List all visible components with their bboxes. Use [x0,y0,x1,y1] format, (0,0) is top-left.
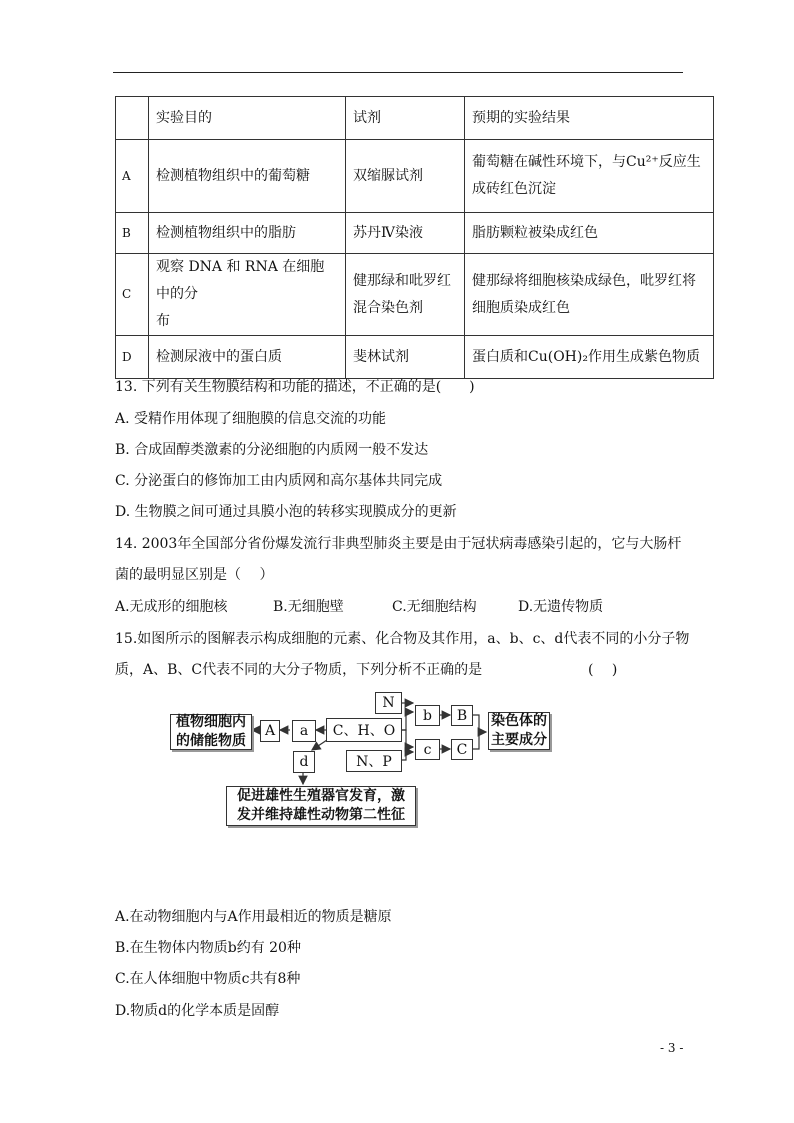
bracket-B-C [473,715,479,749]
q14-option-b: B.无细胞壁 [273,599,344,615]
row-reagent: 斐林试剂 [346,336,465,379]
q15-option-b: B.在生物体内物质b约有 20种 [115,940,301,956]
q15-option-d: D.物质d的化学本质是固醇 [115,1003,280,1019]
element-compound-diagram [170,688,560,833]
node-A: A [260,720,280,742]
q13-option-b: B. 合成固醇类激素的分泌细胞的内质网一般不发达 [115,442,429,458]
row-reagent: 双缩脲试剂 [346,140,465,213]
row-result-line: 健那绿将细胞核染成绿色，吡罗红将 [472,272,696,289]
row-reagent-line: 混合染色剂 [353,299,423,316]
q13-stem: 13. 下列有关生物膜结构和功能的描述，不正确的是( ) [115,379,475,395]
row-reagent-line: 健那绿和吡罗红 [353,272,451,289]
experiment-table [115,96,714,379]
row-result: 脂肪颗粒被染成红色 [465,213,714,254]
row-reagent [346,254,465,336]
header-cell-option [116,97,149,140]
q13-option-d: D. 生物膜之间可通过具膜小泡的转移实现膜成分的更新 [115,504,457,520]
row-purpose: 检测植物组织中的脂肪 [149,213,346,254]
header-rule [113,72,683,73]
q14-option-a: A.无成形的细胞核 [115,599,228,615]
chromosome-line: 主要成分 [491,732,547,748]
table-row [116,254,714,336]
header-cell-purpose: 实验目的 [149,97,346,140]
row-result [465,140,714,213]
q14-stem-line2: 菌的最明显区别是（ ） [115,567,274,583]
page-number: - 3 - [660,1041,684,1055]
row-purpose-line: 布 [156,313,170,329]
header-cell-result: 预期的实验结果 [465,97,714,140]
plant-storage-box [170,714,252,750]
q14-option-d: D.无遗传物质 [518,599,604,615]
q15-option-c: C.在人体细胞中物质c共有8种 [115,971,301,987]
node-b: b [415,705,440,726]
row-purpose-line: 观察 DNA 和 RNA 在细胞中的分 [156,259,325,302]
q15-answer-bracket: ( ) [588,662,618,678]
table-row [116,213,714,254]
plant-storage-line: 植物细胞内 [176,714,246,730]
row-result [465,254,714,336]
row-purpose: 检测植物组织中的葡萄糖 [149,140,346,213]
q15-stem-line2: 质，A、B、C代表不同的大分子物质，下列分析不正确的是 [115,662,483,678]
node-np: N、P [346,750,402,772]
q13-option-c: C. 分泌蛋白的修饰加工由内质网和高尔基体共同完成 [115,473,443,489]
chromosome-box [488,712,550,750]
plant-storage-line: 的储能物质 [176,733,246,749]
table-row [116,140,714,213]
q15-stem-line1: 15.如图所示的图解表示构成细胞的元素、化合物及其作用，a、b、c、d代表不同的小分子物 [115,631,690,647]
node-c: c [415,739,440,760]
hormone-box [226,786,416,826]
hormone-line: 促进雄性生殖器官发育，激 [237,788,405,804]
node-d: d [293,751,315,773]
q15-option-a: A.在动物细胞内与A作用最相近的物质是糖原 [115,909,392,925]
row-reagent: 苏丹Ⅳ染液 [346,213,465,254]
chromosome-line: 染色体的 [491,713,547,729]
node-n: N [375,692,402,714]
node-cho: C、H、O [326,718,402,742]
table-header-row [116,97,714,140]
node-a: a [292,720,316,742]
row-result-line: 细胞质染成红色 [472,299,570,316]
row-option: D [116,336,149,379]
row-result-line: 成砖红色沉淀 [472,181,556,197]
row-purpose: 检测尿液中的蛋白质 [149,336,346,379]
arrow-cho-to-b [402,712,413,730]
row-option: B [116,213,149,254]
row-result-line: 葡萄糖在碱性环境下，与Cu²⁺反应生 [472,154,701,170]
header-cell-reagent: 试剂 [346,97,465,140]
table-row [116,336,714,379]
row-option: C [116,254,149,336]
row-result: 蛋白质和Cu(OH)₂作用生成紫色物质 [465,336,714,379]
row-option: A [116,140,149,213]
arrow-np-to-c [402,752,413,760]
hormone-line: 发并维持雄性动物第二性征 [237,807,405,823]
q14-option-c: C.无细胞结构 [392,599,477,615]
q13-option-a: A. 受精作用体现了细胞膜的信息交流的功能 [115,411,387,427]
node-B: B [451,705,473,726]
arrow-cho-to-c [402,730,413,747]
node-C: C [451,739,473,760]
q14-stem-line1: 14. 2003年全国部分省份爆发流行非典型肺炎主要是由于冠状病毒感染引起的，它与大肠杆 [115,536,682,552]
row-purpose [149,254,346,336]
